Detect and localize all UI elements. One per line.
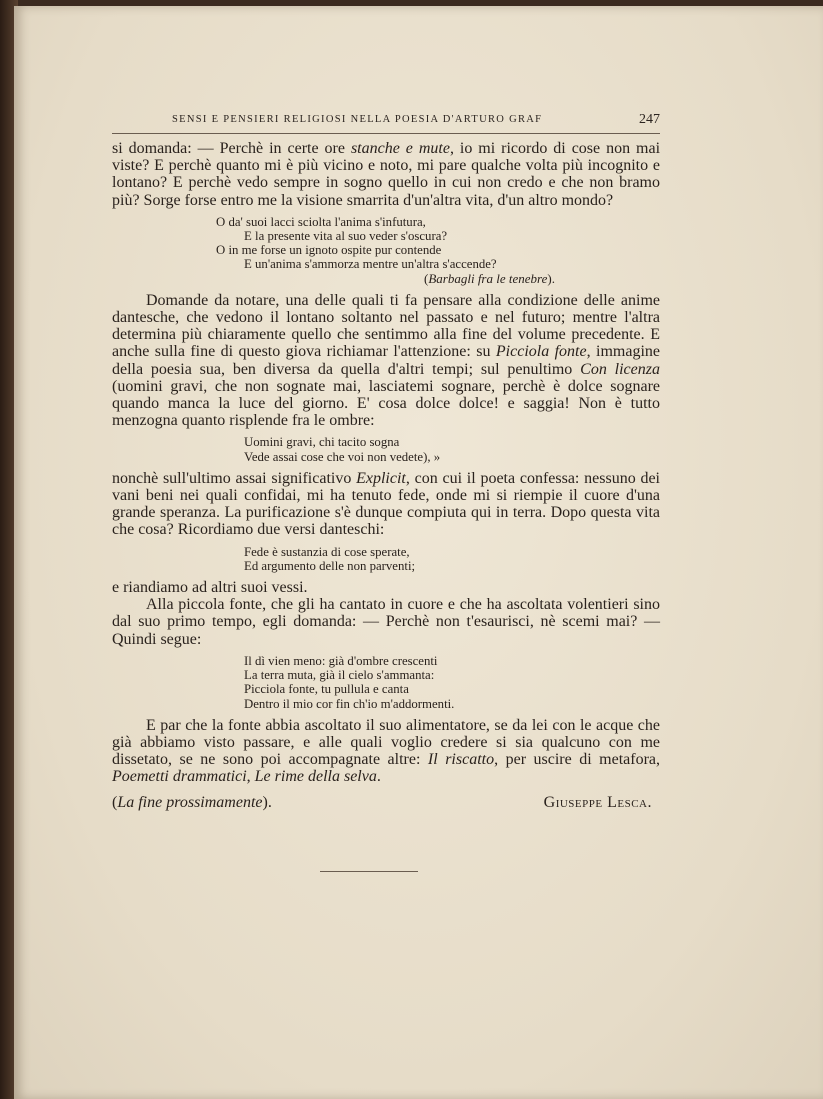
author-signature: Giuseppe Lesca.: [543, 793, 652, 811]
verse-line: Vede assai cose che voi non vedete), »: [244, 449, 441, 464]
verse-line: E la presente vita al suo veder s'oscura?: [244, 229, 448, 244]
continuation-note: (La fine prossimamente).: [112, 793, 272, 811]
verse-line: Il dì vien meno: già d'ombre crescenti: [244, 653, 438, 668]
verse-line: Uomini gravi, chi tacito sogna: [244, 435, 400, 450]
verse-line: Picciola fonte, tu pullula e canta: [244, 682, 409, 697]
paragraph: E par che la fonte abbia ascoltato il suo alimentatore, se da lei con le acque che già abbiamo visto passare, e alle quali voglio credere si sia qualcuno con me dissetato, se ne sono poi accompagnate altre: Il riscatto, per uscire di metafora, Poemetti drammatici, Le rime della selva.: [112, 716, 660, 786]
poem-quote: [112, 545, 660, 573]
poem-quote: [112, 654, 660, 711]
paragraph: e riandiamo ad altri suoi vessi.: [112, 579, 308, 597]
header-rule: [112, 133, 660, 134]
end-rule: [320, 871, 418, 872]
poem-quote: [112, 215, 660, 286]
verse-line: Fede è sustanzia di cose sperate,: [244, 544, 410, 559]
page-number: 247: [639, 112, 660, 127]
verse-line: La terra muta, già il cielo s'ammanta:: [244, 668, 435, 683]
paragraph: si domanda: — Perchè in certe ore stanche e mute, io mi ricordo di cose non mai viste? E perchè quanto mi è più vicino e noto, mi pare qualche volta più incognito e lontano? E perchè vedo sempre in sogno quello in cui non credo e che non bramo più? Sorge forse entro me la visione smarrita d'un'altra vita, d'un altro mondo?: [112, 140, 661, 209]
verse-line: Dentro il mio cor fin ch'io m'addormenti.: [244, 696, 455, 711]
verse-line: E un'anima s'ammorza mentre un'altra s'accende?: [244, 257, 497, 272]
poem-citation: (Barbagli fra le tenebre).: [424, 270, 555, 286]
body-text: [112, 140, 660, 814]
verse-line: O da' suoi lacci sciolta l'anima s'infutura,: [216, 214, 426, 229]
closing-line: [112, 794, 660, 814]
page-header: [170, 112, 660, 134]
running-title: SENSI E PENSIERI RELIGIOSI NELLA POESIA D'ARTURO GRAF: [172, 114, 543, 125]
paragraph: Domande da notare, una delle quali ti fa pensare alla condizione delle anime dantesche, che vedono il lontano soltanto nel passato e nel futuro; mentre l'altra determina più chiaramente quello che sentimmo alla fine del volume precedente. E anche sulla fine di questo giova richiamar l'attenzione: su Picciola fonte, immagine della poesia sua, ben diversa da quella d'altri tempi; sul penultimo Con licenza (uomini gravi, che non sognate mai, lasciatemi sognare, perchè è dolce sognare quando manca la luce del giorno. E' cosa dolce dolce! e saggia! Non è tutto menzogna quanto risplende fra le ombre:: [112, 291, 661, 430]
paragraph: Alla piccola fonte, che gli ha cantato in cuore e che ha ascoltata volentieri sino dal suo primo tempo, egli domanda: — Perchè non t'esaurisci, nè scemi mai? — Quindi segue:: [112, 596, 660, 648]
verse-line: Ed argumento delle non parventi;: [244, 558, 416, 573]
poem-quote: [112, 435, 660, 463]
paragraph: nonchè sull'ultimo assai significativo Explicit, con cui il poeta confessa: nessuno dei vani beni nei quali confidai, mi ha tenuto fede, onde mi si riempie il cuore d'una grande speranza. La purificazione s'è dunque compiuta qui in terra. Dopo questa vita che cosa? Ricordiamo due versi danteschi:: [112, 469, 660, 539]
verse-line: O in me forse un ignoto ospite pur contende: [216, 243, 442, 258]
